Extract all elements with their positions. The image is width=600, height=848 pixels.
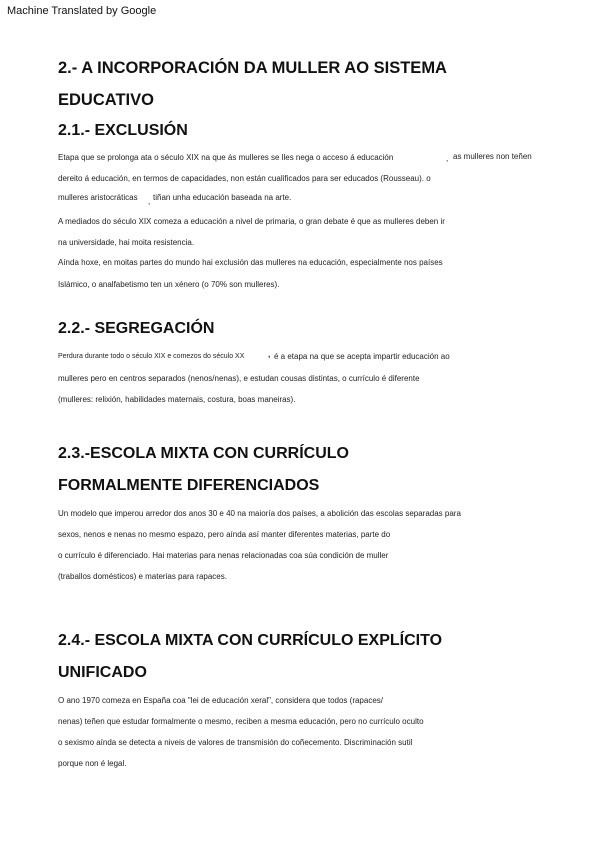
- s21-line-6: A mediados do século XIX comeza a educación a nivel de primaria, o gran debate é que as mulleres deben ir: [58, 217, 445, 226]
- s21-comma-mark-1: ,: [446, 154, 449, 163]
- s23-line-3: o currículo é diferenciado. Hai materias para nenas relacionadas coa súa condición de muller: [58, 551, 389, 560]
- s21-line-1: Etapa que se prolonga ata o século XIX na que ás mulleres se lles nega o acceso á educación: [58, 153, 394, 162]
- s21-line-2: as mulleres non teñen: [453, 152, 532, 161]
- section-2-4-heading-line-2: UNIFICADO: [58, 664, 147, 681]
- section-2-3-heading-line-2: FORMALMENTE DIFERENCIADOS: [58, 477, 320, 494]
- s21-line-9: Islámico, o analfabetismo ten un xénero (o 70% son mulleres).: [58, 280, 280, 289]
- s23-line-1: Un modelo que imperou arredor dos anos 30 e 40 na maioría dos países, a abolición das escolas separadas para: [58, 509, 461, 518]
- s21-comma-mark-2: ,: [148, 197, 151, 206]
- s22-line-4: (mulleres: relixión, habilidades maternais, costura, boas maneiras).: [58, 395, 296, 404]
- s24-line-4: porque non é legal.: [58, 759, 127, 768]
- s24-line-2: nenas) teñen que estudar formalmente o mesmo, reciben a mesma educación, pero no currículo oculto: [58, 717, 424, 726]
- s22-line-3: mulleres pero en centros separados (nenos/nenas), e estudan cousas distintas, o currículo é diferente: [58, 374, 420, 383]
- s21-line-4: mulleres aristocráticas: [58, 193, 138, 202]
- s21-line-5: tiñan unha educación baseada na arte.: [153, 193, 292, 202]
- section-2-2-heading: 2.2.- SEGREGACIÓN: [58, 320, 215, 337]
- s21-line-3: dereito á educación, en termos de capacidades, non están cualificados para ser educados (Rousseau). o: [58, 174, 431, 183]
- section-2-3-heading-line-1: 2.3.-ESCOLA MIXTA CON CURRÍCULO: [58, 445, 349, 462]
- s21-line-8: Aínda hoxe, en moitas partes do mundo hai exclusión das mulleres na educación, especialmente nos países: [58, 258, 443, 267]
- s22-line-1: Perdura durante todo o século XIX e comezos do século XX: [58, 353, 245, 360]
- section-2-4-heading-line-1: 2.4.- ESCOLA MIXTA CON CURRÍCULO EXPLÍCITO: [58, 632, 443, 649]
- section-2-1-heading: 2.1.- EXCLUSIÓN: [58, 122, 188, 139]
- machine-translation-banner: Machine Translated by Google: [7, 5, 157, 17]
- s24-line-1: O ano 1970 comeza en España coa "lei de educación xeral", considera que todos (rapaces/: [58, 696, 383, 705]
- s23-line-4: (traballos domésticos) e materias para rapaces.: [58, 572, 227, 581]
- s23-line-2: sexos, nenos e nenas no mesmo espazo, pero aínda así manter diferentes materias, parte do: [58, 530, 391, 539]
- main-title-line-2: EDUCATIVO: [58, 91, 154, 109]
- s22-line-2: é a etapa na que se acepta impartir educación ao: [274, 352, 450, 361]
- s21-line-7: na universidade, hai moita resistencia.: [58, 238, 195, 247]
- s24-line-3: o sexismo aínda se detecta a niveis de valores de transmisión do coñecemento. Discriminación sutil: [58, 738, 413, 747]
- s22-comma-mark: ,: [268, 350, 271, 359]
- main-title-line-1: 2.- A INCORPORACIÓN DA MULLER AO SISTEMA: [58, 59, 447, 77]
